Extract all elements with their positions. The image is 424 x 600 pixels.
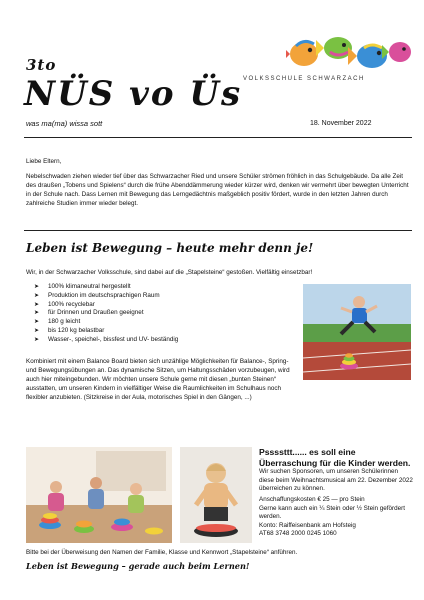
newsletter-date: 18. November 2022 <box>310 120 372 127</box>
newsletter-top-word: 3to <box>26 56 57 74</box>
surprise-body: Wir suchen Sponsoren, um unseren Schülerinnen diese beim Weihnachtsmusical am 22. Dezember 2022 überreichen zu können. <box>259 468 413 493</box>
surprise-headline: Pssssttt...... es soll eine Überraschung für die Kinder werden. <box>259 447 411 468</box>
section-headline: Leben ist Bewegung – heute mehr denn je! <box>26 241 314 255</box>
list-item: ➤ 180 g leicht <box>34 318 81 326</box>
iban-line: AT68 3748 2000 0245 1060 <box>259 530 337 538</box>
photo-girl-on-balance-board <box>180 447 252 543</box>
newsletter-title: NÜS vo Üs <box>24 74 243 114</box>
list-item: ➤ für Drinnen und Draußen geeignet <box>34 309 144 317</box>
list-item: ➤ 100% recyclebar <box>34 300 95 308</box>
donation-info <box>259 496 414 539</box>
section-lead: Wir, in der Schwarzacher Volksschule, sind dabei auf die „Stapelsteine“ gestoßen. Vielfältig einsetzbar! <box>26 269 313 276</box>
section-divider <box>24 230 412 231</box>
list-item: ➤ Produktion im deutschsprachigen Raum <box>34 291 160 299</box>
account-line: Konto: Raiffeisenbank am Hofsteig <box>259 521 356 529</box>
greeting: Liebe Eltern, <box>26 158 62 165</box>
feature-list <box>34 283 178 345</box>
arrow-bullet-icon: ➤ <box>34 327 40 334</box>
cost-line: Anschaffungskosten € 25 — pro Stein <box>259 496 365 503</box>
arrow-bullet-icon: ➤ <box>34 336 40 343</box>
colorful-fish-logo-icon <box>286 30 412 82</box>
photo-children-with-stones <box>26 447 172 543</box>
photo-child-jumping-over-stones <box>303 284 411 380</box>
list-item: ➤ Wasser-, speichel-, bissfest und UV- beständig <box>34 335 179 343</box>
list-item: ➤ bis 120 kg belastbar <box>34 326 105 334</box>
header-divider <box>24 137 412 138</box>
footer-slogan: Leben ist Bewegung – gerade auch beim Lernen! <box>26 561 250 571</box>
body-paragraph: Kombiniert mit einem Balance Board bieten sich unzählige Möglichkeiten für Balance-, Spring- und Bewegungsübungen an. Das dynamische Sitzen, um Haltungsschäden vorzubeugen, wird auch hier miteingebunden. Wir möchten unsere Schule gerne mit diesen „bunten Steinen“ ausstatten, um unseren Kindern in vielfältiger Weise die Raumlichkeiten im Schulhaus noch flexibler anzubieten. (Sitzkreise in der Aula, motorisches Spiel in den Gängen, ...) <box>26 358 290 401</box>
transfer-note: Bitte bei der Überweisung den Namen der Familie, Klasse und Kennwort „Stapelsteine“ anführen. <box>26 549 298 556</box>
intro-paragraph: Nebelschwaden ziehen wieder tief über das Schwarzacher Ried und unsere Schüler strömen fröhlich in das Schulgebäude. Da alle Zeit des draußen „Tobens und Spielens“ durch die frühe Abenddämmerung wieder kürzer wird, denken wir vermehrt über bewegten Unterricht in der Schule nach. Dass Lernen mit Bewegung das Lerngedächtnis maßgeblich positiv fördert, wurde in den letzten Jahren durch zahlreiche Studien immer wieder belegt. <box>26 173 409 207</box>
share-line: Gerne kann auch ein ¼ Stein oder ½ Stein gefördert werden. <box>259 504 405 521</box>
school-name: VOLKSSCHULE SCHWARZACH <box>243 76 365 82</box>
arrow-bullet-icon: ➤ <box>34 292 40 299</box>
newsletter-subtitle: was ma(ma) wissa sott <box>26 119 103 128</box>
list-item: ➤ 100% klimaneutral hergestellt <box>34 283 131 290</box>
arrow-bullet-icon: ➤ <box>34 310 40 317</box>
arrow-bullet-icon: ➤ <box>34 284 40 290</box>
arrow-bullet-icon: ➤ <box>34 319 40 326</box>
arrow-bullet-icon: ➤ <box>34 301 40 308</box>
